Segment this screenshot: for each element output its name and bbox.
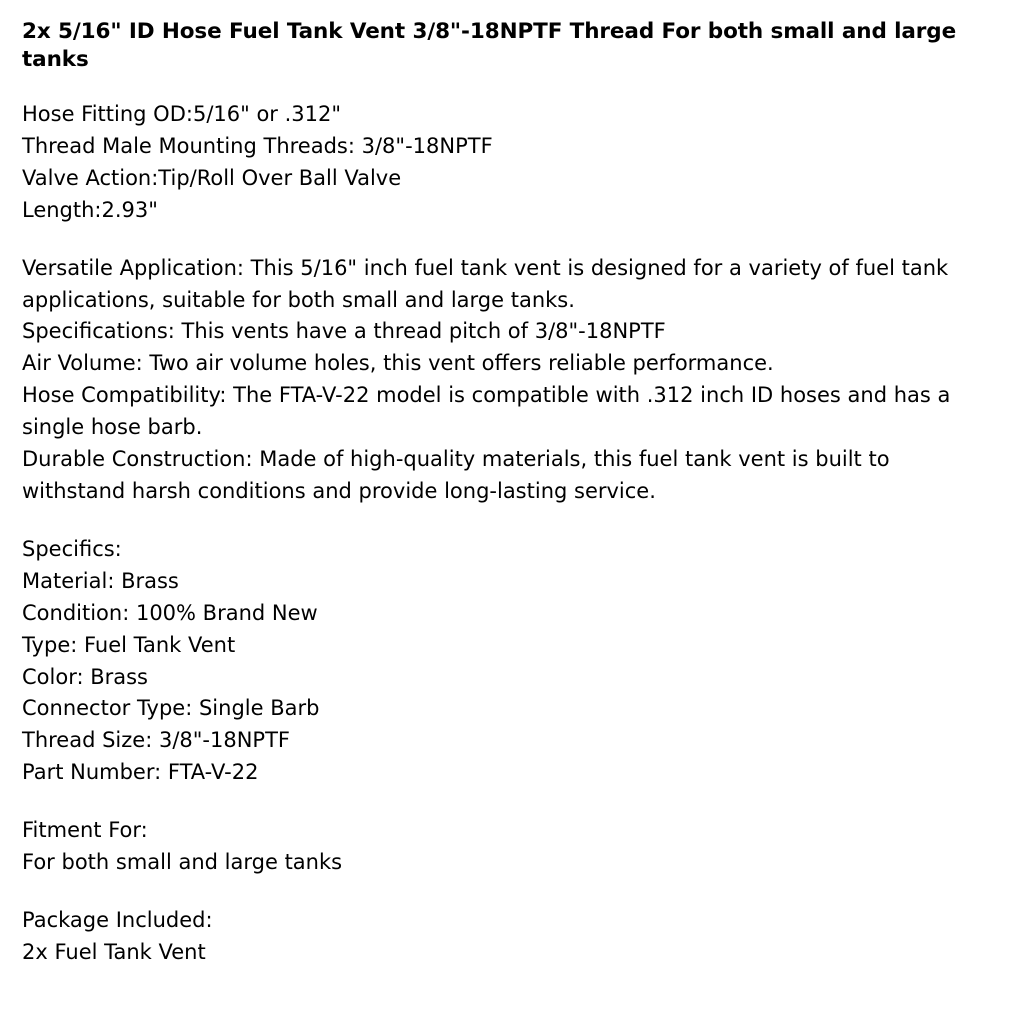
specifics-block bbox=[22, 534, 987, 789]
specifics-color: Color: Brass bbox=[22, 664, 148, 689]
feature-hose-compatibility: Hose Compatibility: The FTA-V-22 model is compatible with .312 inch ID hoses and has a single hose barb. bbox=[22, 383, 951, 440]
fitment-line-1: For both small and large tanks bbox=[22, 850, 343, 875]
spec-line-valve-action: Valve Action:Tip/Roll Over Ball Valve bbox=[22, 165, 402, 190]
specifics-condition: Condition: 100% Brand New bbox=[22, 600, 318, 625]
fitment-heading: Fitment For: bbox=[22, 818, 148, 843]
spec-line-hose-fitting-od: Hose Fitting OD:5/16" or .312" bbox=[22, 102, 342, 127]
package-heading: Package Included: bbox=[22, 907, 213, 932]
feature-durable-construction: Durable Construction: Made of high-quality materials, this fuel tank vent is built to withstand harsh conditions and provide long-lasting service. bbox=[22, 447, 890, 503]
specifics-part-number: Part Number: FTA-V-22 bbox=[22, 760, 259, 785]
spec-summary-block bbox=[22, 99, 987, 227]
feature-versatile-application: Versatile Application: This 5/16" inch fuel tank vent is designed for a variety of fuel tank applications, suitable for both small and large tanks. bbox=[22, 255, 949, 312]
specifics-type: Type: Fuel Tank Vent bbox=[22, 632, 236, 657]
specifics-heading: Specifics: bbox=[22, 536, 122, 561]
feature-air-volume: Air Volume: Two air volume holes, this vent offers reliable performance. bbox=[22, 351, 774, 376]
spec-line-length: Length:2.93" bbox=[22, 197, 158, 222]
package-block bbox=[22, 905, 987, 969]
page-title: 2x 5/16" ID Hose Fuel Tank Vent 3/8"-18NPTF Thread For both small and large tanks bbox=[22, 19, 957, 72]
package-line-1: 2x Fuel Tank Vent bbox=[22, 939, 206, 964]
specifics-thread-size: Thread Size: 3/8"-18NPTF bbox=[22, 728, 290, 753]
spec-line-thread-male-mounting: Thread Male Mounting Threads: 3/8"-18NPTF bbox=[22, 133, 493, 158]
specifics-connector-type: Connector Type: Single Barb bbox=[22, 696, 320, 721]
specifics-material: Material: Brass bbox=[22, 568, 179, 593]
fitment-block bbox=[22, 815, 987, 879]
features-block bbox=[22, 253, 987, 508]
feature-specifications: Specifications: This vents have a thread pitch of 3/8"-18NPTF bbox=[22, 319, 666, 344]
